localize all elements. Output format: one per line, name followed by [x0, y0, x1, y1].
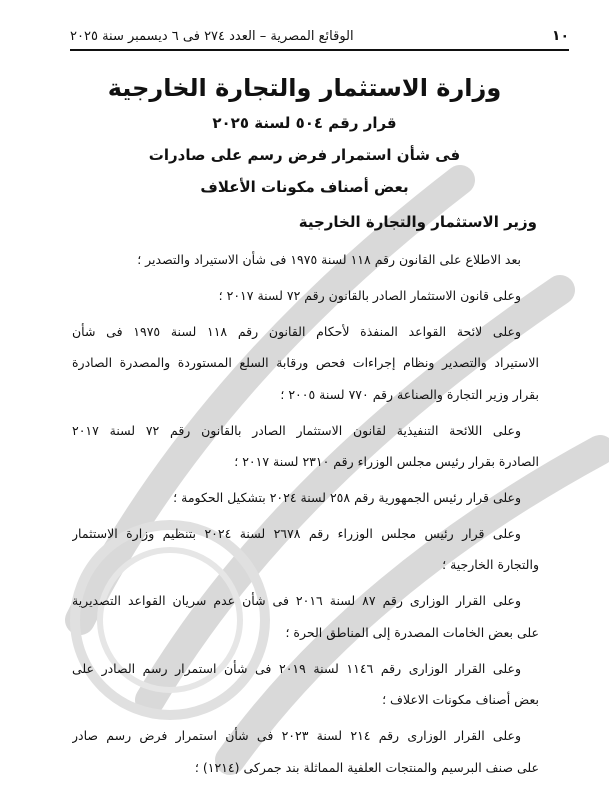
decree-number: قرار رقم ٥٠٤ لسنة ٢٠٢٥	[212, 114, 397, 132]
body-line: وعلى قرار رئيس مجلس الوزراء رقم ٢٦٧٨ لسنة ٢٠٢٤ بتنظيم وزارة الاستثمار	[72, 526, 521, 541]
minister-title: وزير الاستثمار والتجارة الخارجية	[298, 213, 537, 231]
decree-subject-line-1: فى شأن استمرار فرض رسم على صادرات	[148, 146, 461, 164]
page-number: ١٠	[551, 28, 569, 44]
body-line: وعلى القرار الوزارى رقم ٢١٤ لسنة ٢٠٢٣ فى شأن استمرار فرض رسم صادر	[72, 728, 521, 743]
decree-subject-line-2: بعض أصناف مكونات الأعلاف	[200, 178, 409, 196]
body-line: وعلى قرار رئيس الجمهورية رقم ٢٥٨ لسنة ٢٠٢٤ بتشكيل الحكومة ؛	[173, 490, 521, 505]
body-line: والتجارة الخارجية ؛	[442, 557, 539, 572]
body-line: وعلى قانون الاستثمار الصادر بالقانون رقم ٧٢ لسنة ٢٠١٧ ؛	[218, 288, 521, 303]
body-line: الصادرة بقرار رئيس مجلس الوزراء رقم ٢٣١٠ لسنة ٢٠١٧ ؛	[234, 454, 539, 469]
ministry-title: وزارة الاستثمار والتجارة الخارجية	[107, 74, 502, 102]
running-header	[70, 26, 569, 51]
body-line: وعلى القرار الوزارى رقم ٨٧ لسنة ٢٠١٦ فى شأن عدم سريان القواعد التصديرية	[72, 593, 521, 608]
body-line: على بعض الخامات المصدرة إلى المناطق الحرة ؛	[285, 625, 539, 640]
body-line: وعلى القرار الوزارى رقم ١١٤٦ لسنة ٢٠١٩ فى شأن استمرار رسم الصادر على	[72, 661, 521, 676]
body-line: على صنف البرسيم والمنتجات العلفية المماثلة بند جمركى (١٢١٤) ؛	[194, 760, 539, 775]
body-line: بعض أصناف مكونات الاعلاف ؛	[382, 692, 539, 707]
body-line: بعد الاطلاع على القانون رقم ١١٨ لسنة ١٩٧٥ فى شأن الاستيراد والتصدير ؛	[137, 252, 521, 267]
body-line: بقرار وزير التجارة والصناعة رقم ٧٧٠ لسنة ٢٠٠٥ ؛	[280, 387, 539, 402]
publication-info: الوقائع المصرية – العدد ٢٧٤ فى ٦ ديسمبر سنة ٢٠٢٥	[70, 28, 354, 44]
body-line: وعلى اللائحة التنفيذية لقانون الاستثمار الصادر بالقانون رقم ٧٢ لسنة ٢٠١٧	[72, 423, 521, 438]
body-line: وعلى لائحة القواعد المنفذة لأحكام القانون رقم ١١٨ لسنة ١٩٧٥ فى شأن	[72, 324, 521, 339]
body-line: الاستيراد والتصدير ونظام إجراءات فحص ورقابة السلع المستوردة والمصدرة الصادرة	[72, 355, 539, 370]
